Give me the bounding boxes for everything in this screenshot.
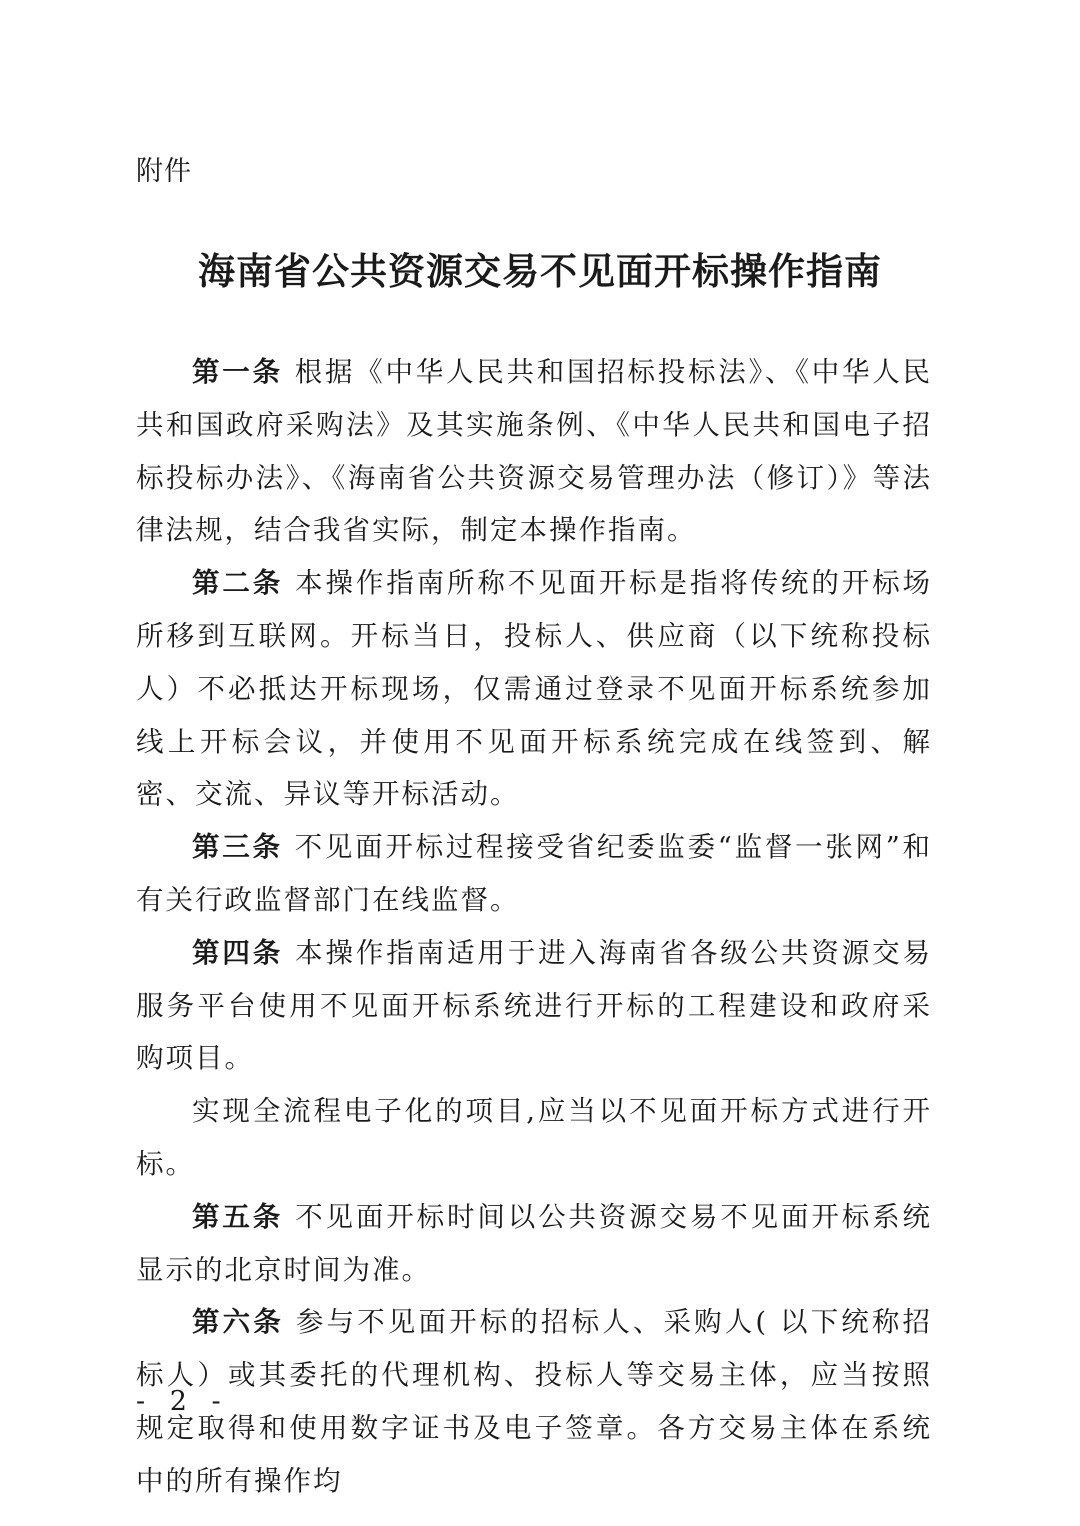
article-text: 本操作指南所称不见面开标是指将传统的开标场所移到互联网。开标当日，投标人、供应商（以下统称投标人）不必抵达开标现场，仅需通过登录不见面开标系统参加线上开标会议，并使用不见面开标系统完成在线签到、解密、交流、异议等开标活动。	[136, 567, 932, 811]
article-text: 参与不见面开标的招标人、采购人( 以下统称招标人）或其委托的代理机构、投标人等交易主体，应当按照规定取得和使用数字证书及电子签章。各方交易主体在系统中的所有操作均	[136, 1306, 933, 1497]
page-number: - 2 -	[136, 1386, 229, 1417]
paragraph-article-1	[136, 346, 932, 557]
article-text: 本操作指南适用于进入海南省各级公共资源交易服务平台使用不见面开标系统进行开标的工程建设和政府采购项目。	[136, 936, 932, 1075]
paragraph-article-2	[136, 557, 932, 821]
article-text: 不见面开标过程接受省纪委监委“监督一张网”和有关行政监督部门在线监督。	[136, 831, 932, 916]
article-number: 第五条	[192, 1200, 284, 1233]
paragraph-article-4	[136, 927, 932, 1085]
paragraph-article-5	[136, 1191, 932, 1297]
article-text: 不见面开标时间以公共资源交易不见面开标系统显示的北京时间为准。	[136, 1200, 932, 1286]
document-body	[136, 346, 932, 1508]
article-number: 第三条	[192, 831, 283, 864]
paragraph-article-3	[136, 821, 932, 927]
attachment-label: 附件	[136, 156, 192, 187]
article-number: 第二条	[192, 567, 284, 600]
paragraph-article-4-supplement	[136, 1085, 932, 1191]
article-number: 第四条	[192, 936, 284, 969]
article-number: 第一条	[192, 356, 283, 388]
article-number: 第六条	[192, 1306, 284, 1339]
paragraph-article-6	[136, 1296, 932, 1507]
document-title: 海南省公共资源交易不见面开标操作指南	[198, 250, 882, 293]
article-text: 实现全流程电子化的项目,应当以不见面开标方式进行开标。	[136, 1095, 932, 1180]
article-text: 根据《中华人民共和国招标投标法》、《中华人民共和国政府采购法》及其实施条例、《中华人民共和国电子招标投标办法》、《海南省公共资源交易管理办法（修订）》等法律法规，结合我省实际，制定本操作指南。	[136, 356, 932, 547]
